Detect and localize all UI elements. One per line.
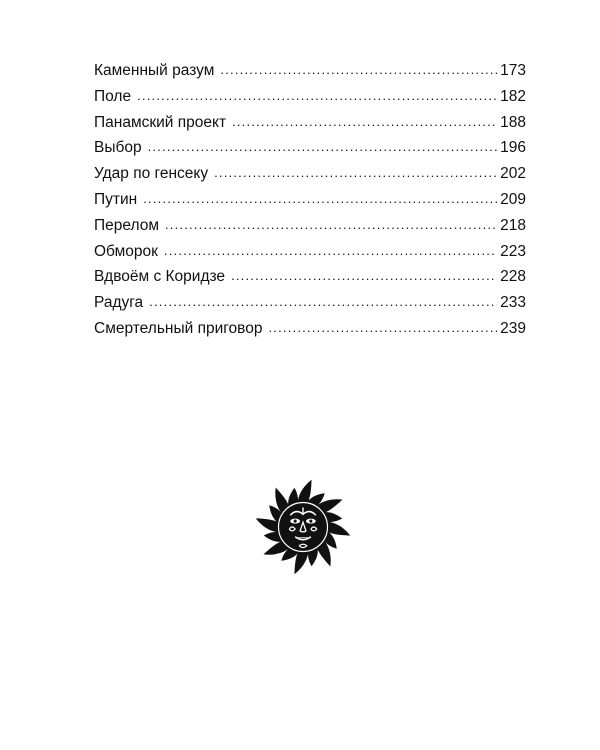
toc-entry-title: Смертельный приговор (94, 319, 263, 337)
toc-entry (94, 135, 526, 161)
sun-ray (256, 518, 277, 532)
toc-dot-leader (143, 186, 497, 212)
toc-entry-title: Вдвоём с Коридзе (94, 268, 226, 286)
toc-entry-title: Перелом (94, 216, 159, 234)
toc-entry (94, 290, 526, 316)
sun-ray (329, 522, 350, 536)
toc-entry-title: Панамский проект (94, 113, 227, 131)
toc-entry-title: Выбор (94, 139, 142, 157)
toc-entry-title: Каменный разум (94, 62, 215, 79)
toc-entry (94, 239, 526, 265)
sun-pupil-right (309, 520, 312, 523)
toc-entry-page: 188 (500, 113, 526, 131)
toc-entry-title: Радуга (94, 294, 144, 312)
toc-entry-page: 239 (500, 319, 526, 337)
toc-entry (94, 213, 526, 239)
sun-ray (298, 480, 312, 501)
toc-dot-leader (220, 57, 497, 83)
toc-entry-title: Обморок (94, 242, 158, 260)
sun-ray (294, 553, 308, 574)
toc-dot-leader (149, 289, 497, 315)
toc-dot-leader (214, 160, 497, 186)
toc-entry-title: Поле (94, 87, 132, 105)
toc-dot-leader (164, 238, 497, 264)
toc-entry (94, 187, 526, 213)
toc-entry-page: 228 (500, 268, 526, 286)
toc-entry-title: Удар по генсеку (94, 165, 209, 183)
toc-dot-leader (268, 315, 497, 341)
toc-entry-page: 218 (500, 216, 526, 234)
toc-entry-page: 196 (500, 139, 526, 157)
toc-entry-page: 182 (500, 87, 526, 105)
toc-entry-page: 202 (500, 165, 526, 183)
toc-dot-leader (137, 83, 497, 109)
toc-entry (94, 316, 526, 342)
toc-entry-page: 173 (500, 62, 526, 79)
toc-entry (94, 110, 526, 136)
toc-dot-leader (232, 109, 497, 135)
toc-dot-leader (165, 212, 497, 238)
toc-entry-page: 233 (500, 294, 526, 312)
toc-dot-leader (148, 134, 498, 160)
table-of-contents (94, 58, 526, 342)
sun-pupil-left (294, 520, 297, 523)
toc-entry-page: 223 (500, 242, 526, 260)
toc-entry (94, 58, 526, 84)
toc-entry (94, 161, 526, 187)
sun-face-icon (254, 478, 352, 576)
toc-entry-page: 209 (500, 190, 526, 208)
toc-entry (94, 84, 526, 110)
toc-dot-leader (231, 263, 497, 289)
toc-entry-title: Путин (94, 190, 138, 208)
toc-entry (94, 264, 526, 290)
